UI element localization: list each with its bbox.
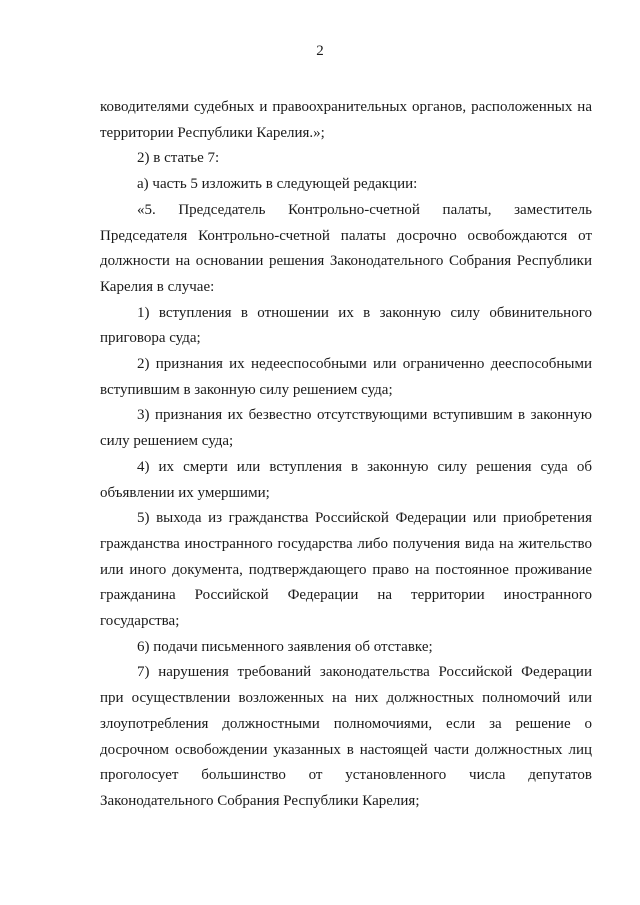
paragraph-continuation: ководителями судебных и правоохранительных органов, расположенных на территории Республики Карелия.»; (100, 99, 592, 141)
list-item-5: 5) выхода из гражданства Российской Федерации или приобретения гражданства иностранного государства либо получения вида на жительство или иного документа, подтверждающего право на постоянное проживание гражданина Российской Федерации на территории иностранного государства; (100, 510, 592, 630)
list-item-6: 6) подачи письменного заявления об отставке; (137, 638, 433, 655)
list-item-3: 3) признания их безвестно отсутствующими вступившим в законную силу решением суда; (100, 407, 592, 450)
document-body (100, 95, 592, 815)
list-item-7: 7) нарушения требований законодательства Российской Федерации при осуществлении возложенных на них должностных полномочий или злоупотребления должностными полномочиями, если за решение о досрочном освобождении указанных в настоящей части должностных лиц проголосует большинство от установленного числа депутатов Законодательного Собрания Республики Карелия; (100, 664, 592, 809)
paragraph-article-7: 2) в статье 7: (137, 150, 220, 167)
list-item-4: 4) их смерти или вступления в законную силу решения суда об объявлении их умершими; (100, 458, 592, 501)
list-item-2: 2) признания их недееспособными или ограниченно дееспособными вступившим в законную силу решением суда; (100, 356, 592, 398)
paragraph-part-5-text: «5. Председатель Контрольно-счетной палаты, заместитель Председателя Контрольно-счетной палаты досрочно освобождаются от должности на основании решения Законодательного Собрания Республики Карелия в случае: (100, 201, 592, 295)
paragraph-part-5-intro: а) часть 5 изложить в следующей редакции: (137, 176, 418, 193)
list-item-1: 1) вступления в отношении их в законную силу обвинительного приговора суда; (100, 304, 592, 347)
page-number: 2 (316, 43, 324, 59)
